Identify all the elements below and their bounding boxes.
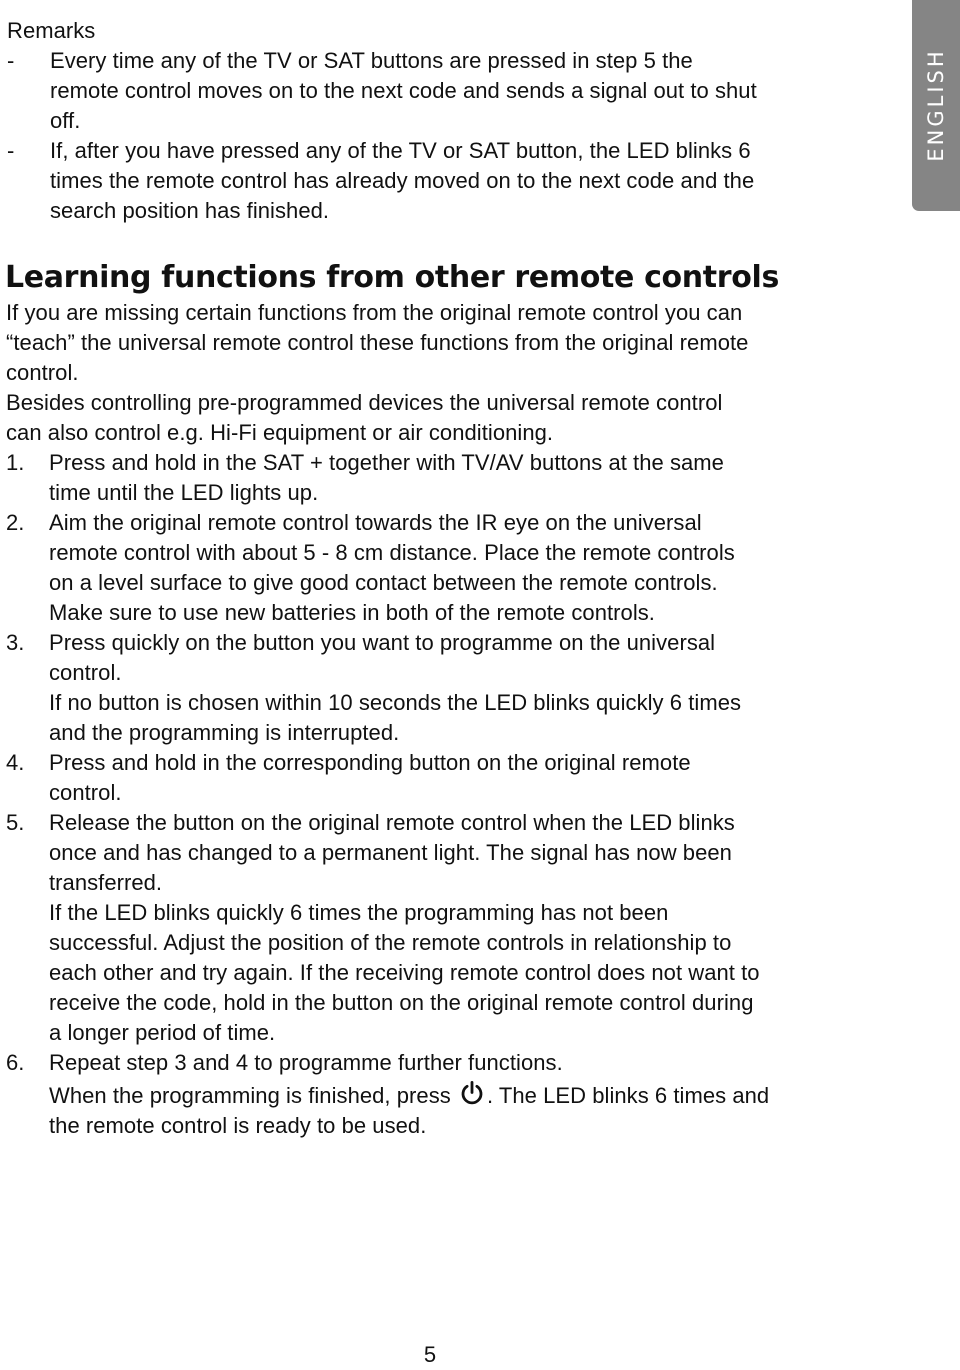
remark-line: off. (50, 108, 81, 133)
step-3 (6, 628, 856, 748)
step-number: 3. (6, 630, 25, 655)
step-line-with-power-icon (49, 1080, 856, 1111)
power-instruction-before: When the programming is finished, press (49, 1083, 457, 1108)
step-line: If the LED blinks quickly 6 times the programming has not been (49, 900, 669, 925)
step-number: 2. (6, 510, 25, 535)
step-number: 6. (6, 1050, 25, 1075)
step-line: Repeat step 3 and 4 to programme further functions. (49, 1050, 563, 1075)
remark-line: times the remote control has already moved on to the next code and the (50, 168, 755, 193)
remark-line: Every time any of the TV or SAT buttons are pressed in step 5 the (50, 48, 693, 73)
section-heading: Learning functions from other remote controls (5, 260, 779, 295)
step-line: and the programming is interrupted. (49, 720, 400, 745)
remark-line: remote control moves on to the next code and sends a signal out to shut (50, 78, 757, 103)
step-line: Press and hold in the corresponding button on the original remote (49, 750, 691, 775)
step-line: Make sure to use new batteries in both of the remote controls. (49, 600, 655, 625)
remark-line: search position has finished. (50, 198, 330, 223)
intro-line: can also control e.g. Hi-Fi equipment or air conditioning. (6, 420, 554, 445)
step-line: Aim the original remote control towards the IR eye on the universal (49, 510, 702, 535)
remark-item (7, 46, 887, 136)
power-icon (458, 1080, 486, 1106)
step-line: receive the code, hold in the button on the original remote control during (49, 990, 754, 1015)
remarks-title: Remarks (7, 18, 96, 43)
step-line: the remote control is ready to be used. (49, 1113, 427, 1138)
step-1 (6, 448, 856, 508)
step-line: Press and hold in the SAT + together with TV/AV buttons at the same (49, 450, 724, 475)
step-line: control. (49, 660, 122, 685)
remark-bullet: - (7, 138, 15, 163)
power-instruction-after: . The LED blinks 6 times and (486, 1083, 770, 1108)
step-line: Release the button on the original remote control when the LED blinks (49, 810, 735, 835)
step-6 (6, 1048, 856, 1141)
step-line: control. (49, 780, 122, 805)
step-line: Press quickly on the button you want to programme on the universal (49, 630, 716, 655)
intro-line: “teach” the universal remote control these functions from the original remote (6, 330, 749, 355)
step-number: 4. (6, 750, 25, 775)
remark-item (7, 136, 887, 226)
language-tab-label: ENGLISH (924, 48, 948, 162)
intro-line: control. (6, 360, 79, 385)
intro-line: Besides controlling pre-programmed devices the universal remote control (6, 390, 723, 415)
step-line: on a level surface to give good contact between the remote controls. (49, 570, 718, 595)
page-number: 5 (423, 1342, 437, 1367)
step-4 (6, 748, 856, 808)
intro-paragraph (6, 298, 856, 448)
step-line: remote control with about 5 - 8 cm distance. Place the remote controls (49, 540, 735, 565)
remark-line: If, after you have pressed any of the TV or SAT button, the LED blinks 6 (50, 138, 751, 163)
instructions-body (6, 298, 856, 1141)
step-line: transferred. (49, 870, 163, 895)
step-line: each other and try again. If the receiving remote control does not want to (49, 960, 760, 985)
step-line: once and has changed to a permanent light. The signal has now been (49, 840, 732, 865)
step-5 (6, 808, 856, 1048)
remarks-list (7, 46, 887, 226)
step-2 (6, 508, 856, 628)
language-tab (912, 0, 960, 211)
step-line: a longer period of time. (49, 1020, 276, 1045)
step-number: 5. (6, 810, 25, 835)
intro-line: If you are missing certain functions from the original remote control you can (6, 300, 743, 325)
step-line: time until the LED lights up. (49, 480, 319, 505)
step-line: If no button is chosen within 10 seconds the LED blinks quickly 6 times (49, 690, 742, 715)
step-line: successful. Adjust the position of the remote controls in relationship to (49, 930, 732, 955)
step-number: 1. (6, 450, 25, 475)
remark-bullet: - (7, 48, 15, 73)
